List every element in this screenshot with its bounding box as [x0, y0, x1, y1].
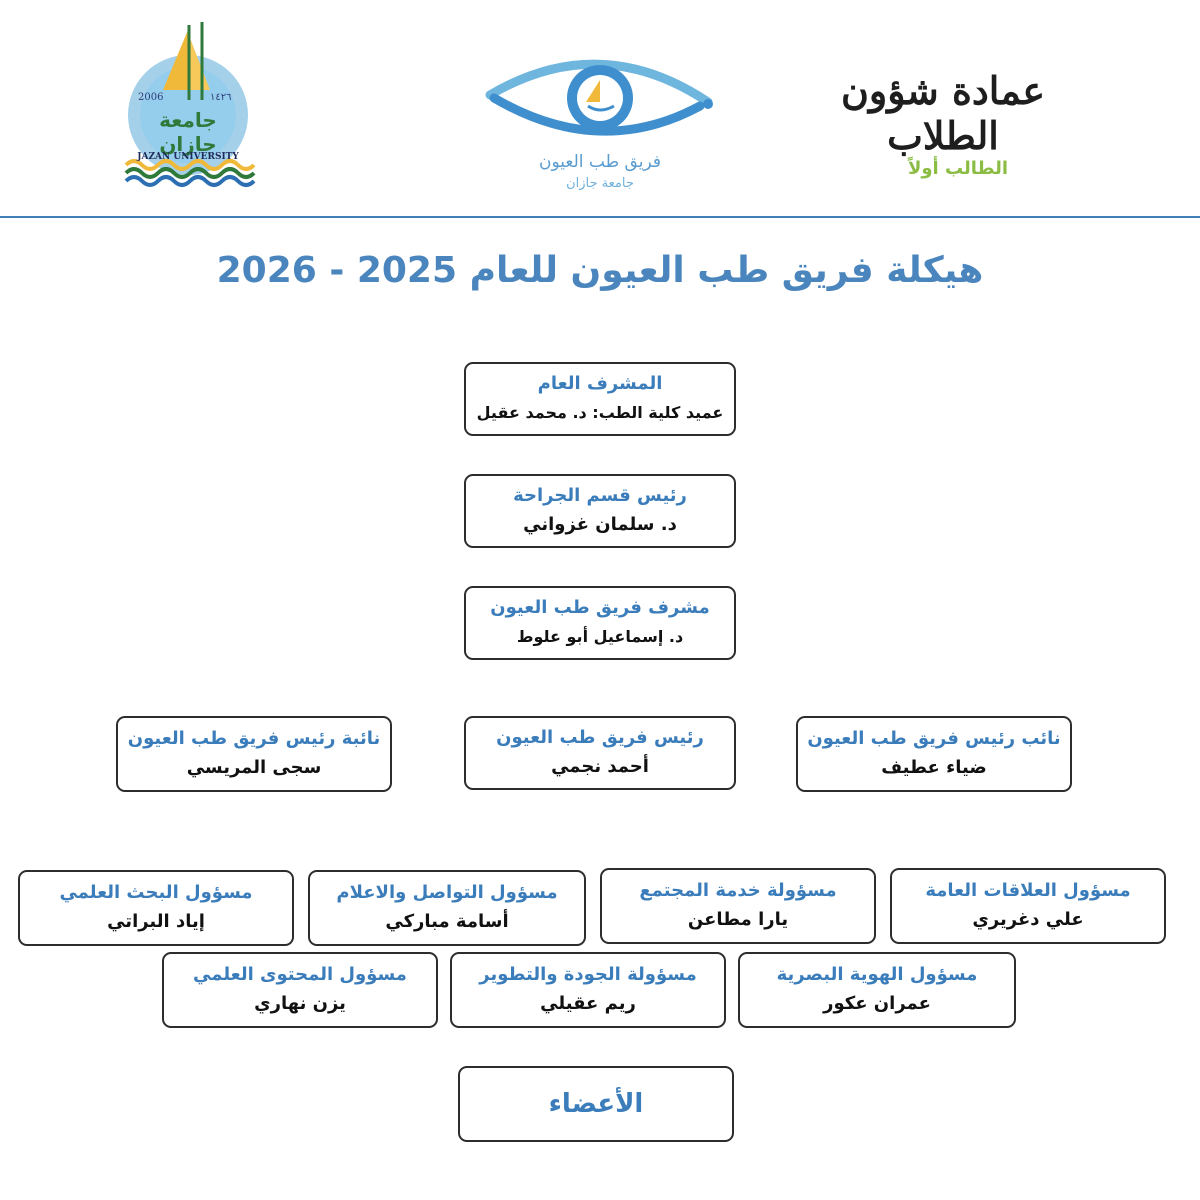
eye-team-logo: [480, 40, 720, 190]
members-label: الأعضاء: [548, 1089, 644, 1119]
box-role: المشرف العام: [537, 373, 663, 394]
team-head-box: [464, 716, 736, 790]
box-name: ريم عقيلي: [540, 993, 636, 1014]
quality-officer-box: [450, 952, 726, 1028]
eye-team-line1: فريق طب العيون: [539, 152, 661, 172]
box-name: يارا مطاعن: [687, 909, 789, 930]
research-officer-box: [18, 870, 294, 946]
university-year-left: 2006: [138, 92, 164, 103]
eye-team-line2: جامعة جازان: [566, 176, 634, 191]
box-name: ضياء عطيف: [881, 757, 987, 778]
box-role: مسؤول الهوية البصرية: [776, 964, 978, 985]
university-name-ar: جامعة جازان: [159, 108, 217, 156]
box-role: مسؤولة خدمة المجتمع: [639, 880, 837, 901]
deanship-logo: [808, 62, 1078, 192]
university-emblem-icon: [118, 20, 258, 190]
box-name: عمران عكور: [823, 993, 931, 1014]
header-divider: [0, 216, 1200, 218]
community-officer-box: [600, 868, 876, 944]
box-role: نائبة رئيس فريق طب العيون: [127, 728, 381, 749]
box-name: عميد كلية الطب: د. محمد عقيل: [476, 403, 724, 422]
box-name: يزن نهاري: [254, 993, 346, 1014]
box-role: رئيس فريق طب العيون: [496, 727, 704, 748]
vice-female-box: [116, 716, 392, 792]
vice-male-box: [796, 716, 1072, 792]
surgery-head-box: [464, 474, 736, 548]
box-name: أحمد نجمي: [551, 756, 649, 777]
box-name: د. سلمان غزواني: [523, 514, 677, 535]
box-name: أسامة مباركي: [385, 911, 509, 932]
box-name: د. إسماعيل أبو علوط: [516, 627, 684, 646]
jazan-university-logo: [118, 20, 258, 190]
public-relations-officer-box: [890, 868, 1166, 944]
general-supervisor-box: [464, 362, 736, 436]
deanship-calligraphy: عمادة شؤون الطلاب: [840, 68, 1045, 158]
box-role: مسؤول العلاقات العامة: [925, 880, 1131, 901]
university-name-en: JAZAN UNIVERSITY: [137, 152, 239, 162]
page-title: هيكلة فريق طب العيون للعام 2025 - 2026: [216, 250, 984, 291]
box-role: مسؤول التواصل والاعلام: [336, 882, 558, 903]
box-name: سجى المريسي: [186, 757, 322, 778]
box-role: مشرف فريق طب العيون: [490, 597, 710, 618]
deanship-tagline: الطالب أولاً: [907, 158, 1009, 179]
members-box: [458, 1066, 734, 1142]
box-role: مسؤولة الجودة والتطوير: [479, 964, 697, 985]
box-role: رئيس قسم الجراحة: [513, 485, 687, 506]
box-role: مسؤول المحتوى العلمي: [193, 964, 407, 985]
box-name: علي دغريري: [972, 909, 1084, 930]
media-officer-box: [308, 870, 586, 946]
content-officer-box: [162, 952, 438, 1028]
box-role: نائب رئيس فريق طب العيون: [807, 728, 1061, 749]
box-role: مسؤول البحث العلمي: [59, 882, 253, 903]
university-year-right: ١٤٢٦: [210, 92, 232, 103]
box-name: إياد البراتي: [107, 911, 205, 932]
eye-icon: [480, 40, 720, 150]
team-supervisor-box: [464, 586, 736, 660]
visual-identity-officer-box: [738, 952, 1016, 1028]
